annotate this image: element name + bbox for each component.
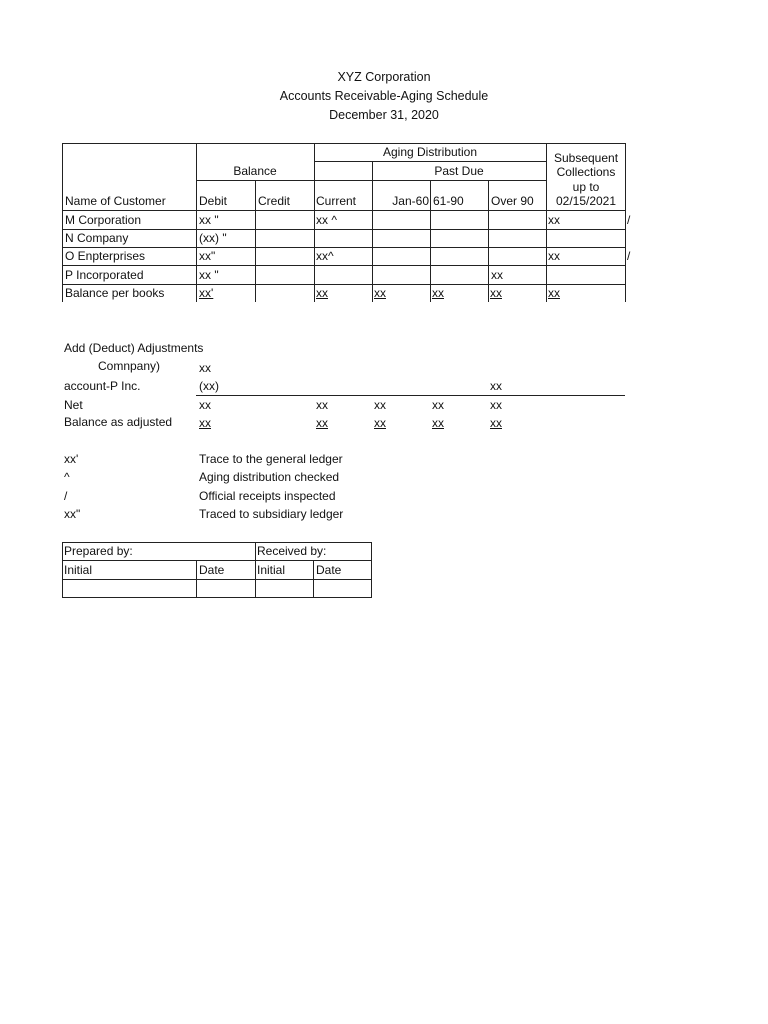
over-90-cell: xx xyxy=(491,268,503,282)
prepared-initial-label: Initial xyxy=(64,563,93,577)
customer-name: N Company xyxy=(65,231,129,245)
net-debit: xx xyxy=(199,398,211,412)
balance-as-adjusted-label: Balance as adjusted xyxy=(64,415,173,429)
customer-name: Balance per books xyxy=(65,286,165,300)
adjusted-current: xx xyxy=(316,416,328,430)
customer-name: M Corporation xyxy=(65,213,142,227)
header-credit: Credit xyxy=(258,194,291,208)
adjustment-line-1-debit: xx xyxy=(199,361,211,375)
debit-cell: xx " xyxy=(199,268,219,282)
adjusted-debit: xx xyxy=(199,416,211,430)
subsequent-cell: xx xyxy=(548,213,560,227)
header-subsequent: Subsequent xyxy=(553,151,619,165)
subsequent-cell: xx xyxy=(548,286,560,300)
header-61-90: 61-90 xyxy=(433,194,464,208)
header-balance: Balance xyxy=(233,164,277,178)
prepared-by-label: Prepared by: xyxy=(64,544,133,558)
legend-symbol: xx" xyxy=(64,507,81,521)
legend-meaning: Official receipts inspected xyxy=(199,489,336,503)
debit-cell: xx " xyxy=(199,213,219,227)
debit-cell: xx' xyxy=(199,286,214,300)
received-initial-label: Initial xyxy=(257,563,286,577)
header-collections: Collections xyxy=(556,165,616,179)
net-label: Net xyxy=(64,398,83,412)
net-jan-60: xx xyxy=(374,398,386,412)
current-cell: xx^ xyxy=(316,249,334,263)
adjustments-divider xyxy=(196,395,625,396)
receipt-mark: / xyxy=(627,249,631,263)
adjustments-heading: Add (Deduct) Adjustments xyxy=(64,341,204,355)
legend-symbol: / xyxy=(64,489,68,503)
adjusted-61-90: xx xyxy=(432,416,444,430)
adjusted-over-90: xx xyxy=(490,416,502,430)
received-initial-field[interactable] xyxy=(256,580,313,597)
legend-meaning: Traced to subsidiary ledger xyxy=(199,507,344,521)
61-90-cell: xx xyxy=(432,286,444,300)
jan-60-cell: xx xyxy=(374,286,386,300)
received-date-field[interactable] xyxy=(314,580,371,597)
subsequent-cell: xx xyxy=(548,249,560,263)
customer-name: O Enpterprises xyxy=(65,249,146,263)
legend-meaning: Trace to the general ledger xyxy=(199,452,343,466)
prepared-initial-field[interactable] xyxy=(63,580,196,597)
net-current: xx xyxy=(316,398,328,412)
header-name-of-customer: Name of Customer xyxy=(65,194,166,208)
received-by-label: Received by: xyxy=(257,544,327,558)
report-title: Accounts Receivable-Aging Schedule xyxy=(279,89,489,103)
received-date-label: Date xyxy=(316,563,342,577)
header-debit: Debit xyxy=(199,194,228,208)
legend-symbol: ^ xyxy=(64,470,70,484)
header-aging-distribution: Aging Distribution xyxy=(382,145,478,159)
adjusted-jan-60: xx xyxy=(374,416,386,430)
debit-cell: (xx) " xyxy=(199,231,227,245)
over-90-cell: xx xyxy=(490,286,502,300)
adjustment-line-2-over-90: xx xyxy=(490,379,502,393)
receipt-mark: / xyxy=(627,213,631,227)
header-up-to: up to xyxy=(572,180,600,194)
customer-name: P Incorporated xyxy=(65,268,144,282)
header-jan-60: Jan-60 xyxy=(392,194,429,208)
report-date: December 31, 2020 xyxy=(329,108,439,122)
header-current: Current xyxy=(316,194,357,208)
company-name: XYZ Corporation xyxy=(337,70,431,84)
net-over-90: xx xyxy=(490,398,502,412)
adjustment-line-2-label: account-P Inc. xyxy=(64,379,141,393)
header-over-90: Over 90 xyxy=(491,194,534,208)
debit-cell: xx" xyxy=(199,249,216,263)
legend-symbol: xx' xyxy=(64,452,79,466)
net-61-90: xx xyxy=(432,398,444,412)
prepared-date-label: Date xyxy=(199,563,225,577)
header-cutoff-date: 02/15/2021 xyxy=(555,194,617,208)
current-cell: xx xyxy=(316,286,328,300)
adjustment-line-2-debit: (xx) xyxy=(199,379,219,393)
header-past-due: Past Due xyxy=(434,164,484,178)
prepared-date-field[interactable] xyxy=(197,580,255,597)
adjustment-line-1-label: Comnpany) xyxy=(98,359,161,373)
current-cell: xx ^ xyxy=(316,213,337,227)
legend-meaning: Aging distribution checked xyxy=(199,470,340,484)
